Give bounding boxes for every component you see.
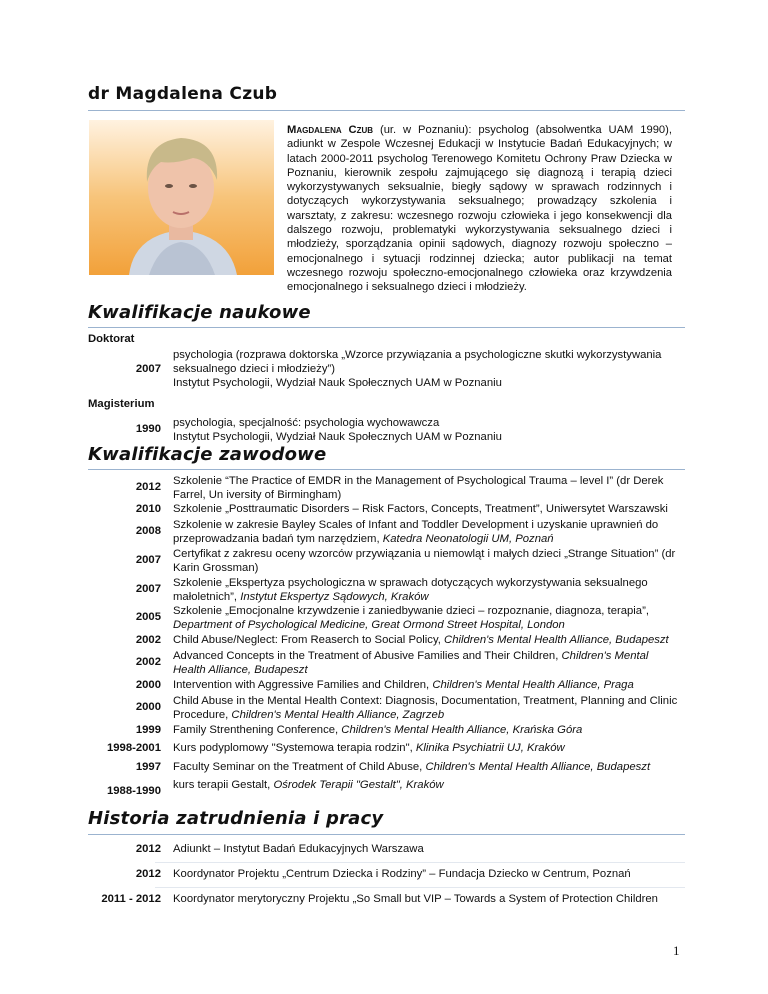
bio-lead-name: Magdalena Czub [287,124,374,136]
section-rule-naukowe [88,327,685,328]
entry-year: 2007 [135,363,161,375]
row-divider [155,862,685,863]
section-rule-zawodowe [88,469,685,470]
section-title-historia: Historia zatrudnienia i pracy [88,808,384,829]
label-doktorat: Doktorat [88,333,135,345]
label-magisterium: Magisterium [88,398,155,410]
header-rule [88,110,685,111]
entry-year: 1990 [135,423,161,435]
page-number: 1 [673,943,680,958]
entry-text: psychologia (rozprawa doktorska „Wzorce przywiązania a psychologiczne skutki wykorzystywania seksualnego dzieci i młodzieży”) Instytut Psychologii, Wydział Nauk Społecznych UAM w Poznaniu [173,349,662,389]
bio-text: (ur. w Poznaniu): psycholog (absolwentka UAM 1990), adiunkt w Zespole Wczesnej Edukacji w Instytucie Badań Edukacyjnych; w latach 2000-2011 psycholog Terenowego Komitetu Ochrony Praw Dziecka w Poznaniu, kierownik zespołu zajmującego się diagnozą i terapią dzieci wykorzystywanych seksualnie, biegły sądowy w sprawach rodzinnych i dotyczących wykorzystywania seksualnego; prowadzący szkolenia i warsztaty, z zakresu: wczesnego rozwoju człowieka i jego konsekwencji dla dalszego rozwoju, problematyki wykorzystywania seksualnego dzieci i młodzieży, sporządzania opinii sądowych, diagnozy rozwoju społeczno – emocjonalnego i sytuacji rodzinnej dziecka; autor publikacji na temat wczesnego rozwoju społeczno-emocjonalnego człowieka oraz krzywdzenia emocjonalnego i seksualnego dzieci i młodzieży. [287,124,672,294]
bio-paragraph [287,123,672,295]
entry-text: psychologia, specjalność: psychologia wychowawcza Instytut Psychologii, Wydział Nauk Społecznych UAM w Poznaniu [173,417,502,443]
section-rule-historia [88,834,685,835]
section-title-zawodowe: Kwalifikacje zawodowe [88,444,327,465]
portrait-photo [89,120,274,275]
row-divider [155,887,685,888]
section-title-naukowe: Kwalifikacje naukowe [88,302,311,323]
person-name: dr Magdalena Czub [88,84,278,104]
